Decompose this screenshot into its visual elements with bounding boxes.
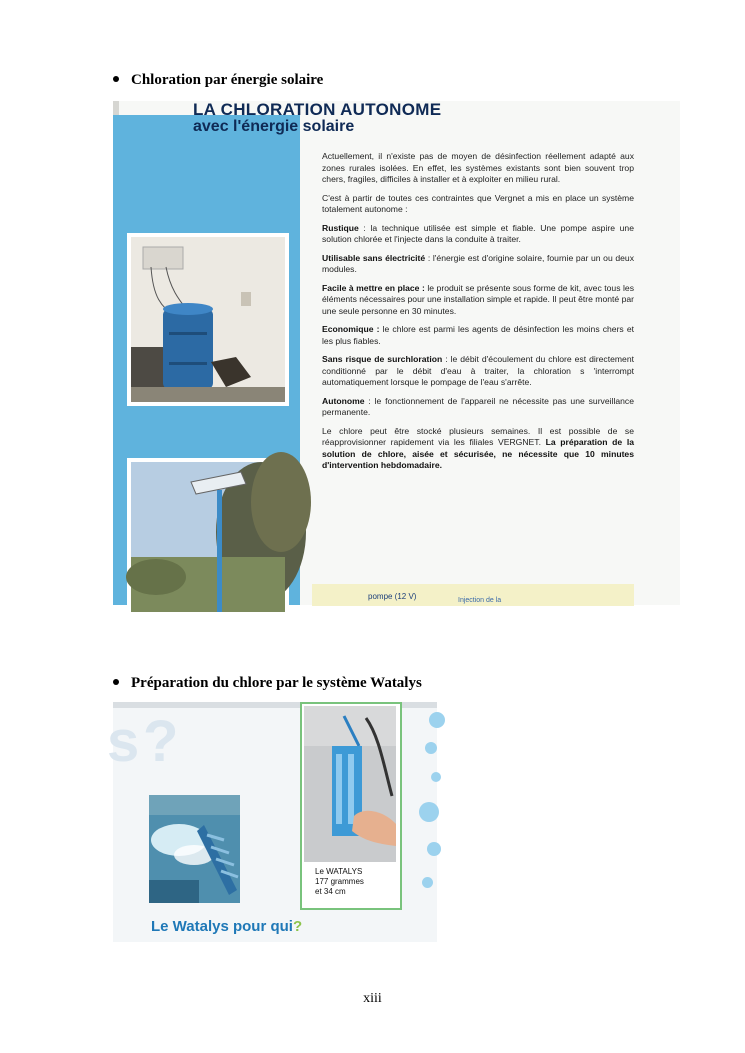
brochure-body-text [322, 151, 634, 479]
feature-sans-surchloration [322, 354, 634, 389]
feature-text: : le fonctionnement de l'appareil ne nécessite pas une surveillance permanente. [322, 395, 634, 417]
decorative-bubble [431, 772, 441, 782]
paragraph-context: C'est à partir de toutes ces contraintes que Vergnet a mis en place un système totalement autonome : [322, 192, 634, 214]
photo-water-splash [149, 795, 240, 903]
feature-heading: Utilisable sans électricité [322, 252, 426, 263]
feature-economique [322, 324, 634, 347]
decorative-mark: s [107, 709, 140, 774]
feature-sans-electricite [322, 253, 634, 276]
bullet-heading-solar [113, 72, 323, 89]
caption-line: et 34 cm [315, 887, 346, 896]
feature-heading: Facile à mettre en place : [322, 282, 425, 293]
feature-facile [322, 283, 634, 318]
feature-text: : l'énergie est d'origine solaire, fournie par un ou deux modules. [322, 252, 634, 274]
closing-bold-text: La préparation de la solution de chlore, aisée et sécurisée, ne nécessite que 10 minutes d'intervention hebdomadaire. [322, 437, 635, 470]
photo-watalys-device [304, 706, 396, 862]
feature-text: : la technique utilisée est simple et fiable. Une pompe aspire une solution chlorée et l'injecte dans la conduite à traiter. [322, 222, 634, 244]
paragraph-intro: Actuellement, il n'existe pas de moyen de désinfection réellement adapté aux zones rurales isolées. En effet, les systèmes existants sont bien souvent trop chers, fragiles, difficiles à installer et à exploiter en milieu rural. [322, 151, 634, 184]
brochure-scan-solar-chlorination [113, 101, 680, 605]
caption-line: Le WATALYS [315, 867, 363, 876]
watalys-title [151, 918, 302, 935]
paragraph-closing [322, 426, 634, 472]
brochure-subtitle: avec l'énergie solaire [193, 118, 355, 135]
feature-heading: Rustique [322, 222, 359, 233]
feature-heading: Economique : [322, 324, 380, 334]
feature-text: : le débit d'écoulement du chlore est directement conditionné par le débit d'eau à traiter, la chloration s 'interrompt automatiquement lorsque le pompage de l'eau s'arrête. [322, 354, 634, 387]
feature-text: le chlore est parmi les agents de désinfection les moins chers et les plus fiables. [322, 324, 634, 346]
decorative-mark: ? [143, 709, 179, 774]
decorative-bubble [427, 842, 441, 856]
caption-line: 177 grammes [315, 877, 364, 886]
bullet-dot [113, 76, 119, 82]
bullet-heading-text: Chloration par énergie solaire [131, 72, 324, 88]
brochure-scan-watalys [107, 702, 437, 942]
pump-label: pompe (12 V) [368, 592, 417, 601]
photo-chlorine-barrel [127, 233, 289, 406]
brochure-title: LA CHLORATION AUTONOME [193, 100, 442, 119]
decorative-bubble [422, 877, 433, 888]
feature-rustique [322, 223, 634, 246]
feature-autonome [322, 396, 634, 419]
watalys-title-mark: ? [292, 918, 303, 935]
page-number: xiii [363, 991, 382, 1006]
photo-solar-panel-mast [127, 458, 289, 616]
watalys-title-text: Le Watalys pour qui [151, 918, 293, 935]
decorative-bubble [419, 802, 439, 822]
closing-text: Le chlore peut être stocké plusieurs semaines. Il est possible de se réapprovisionner rapidement via les filiales VERGNET. [322, 425, 634, 447]
bullet-heading-text: Préparation du chlore par le système Watalys [131, 675, 422, 691]
feature-heading: Autonome [322, 395, 365, 406]
decorative-bubble [429, 712, 445, 728]
bullet-dot [113, 679, 119, 685]
decorative-bubble [425, 742, 437, 754]
bullet-heading-watalys [113, 675, 422, 692]
product-caption [315, 867, 364, 897]
injection-label: Injection de la [458, 597, 502, 604]
feature-text: le produit se présente sous forme de kit, avec tous les éléments nécessaires pour une installation simple et rapide. Il peut être monté par une seule personne en 30 minutes. [322, 282, 634, 316]
feature-heading: Sans risque de surchloration [322, 354, 443, 364]
